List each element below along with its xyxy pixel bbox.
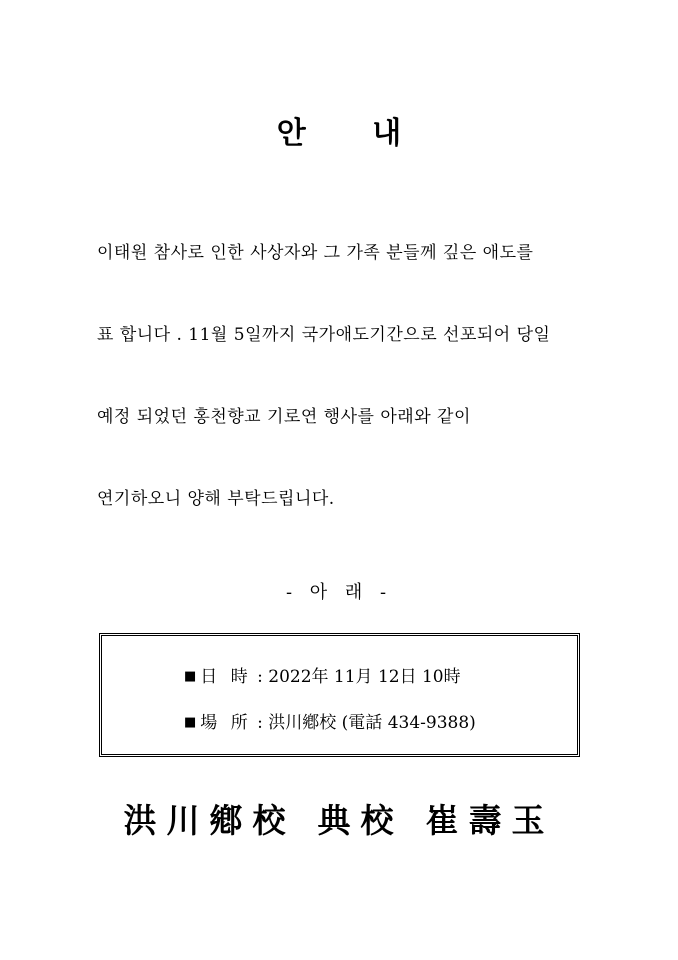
notice-line-3: 예정 되었던 홍천향교 기로연 행사를 아래와 같이 xyxy=(97,407,471,427)
datetime-separator: : xyxy=(257,667,263,687)
signature-name: 崔壽玉 xyxy=(425,801,555,840)
details-box xyxy=(99,633,580,757)
notice-line-4: 연기하오니 양해 부탁드립니다. xyxy=(97,489,335,509)
notice-line-1: 이태원 참사로 인한 사상자와 그 가족 분들께 깊은 애도를 xyxy=(97,243,534,263)
signature-organization: 洪川鄕校 xyxy=(123,801,296,840)
below-heading: - 아 래 - xyxy=(285,582,393,603)
signature-line xyxy=(0,795,678,842)
notice-line-2: 표 합니다 . 11월 5일까지 국가애도기간으로 선포되어 당일 xyxy=(97,325,551,345)
datetime-label: 日 時 xyxy=(200,667,252,687)
page-title: 안 내 xyxy=(276,116,430,151)
place-separator: : xyxy=(257,713,263,733)
place-value: 洪川鄕校 (電話 434-9388) xyxy=(268,713,476,733)
datetime-row xyxy=(184,662,461,687)
signature-position: 典校 xyxy=(317,801,404,840)
bullet-square-icon: ■ xyxy=(184,669,197,684)
bullet-square-icon: ■ xyxy=(184,715,197,730)
place-label: 場 所 xyxy=(200,713,252,733)
datetime-value: 2022年 11月 12日 10時 xyxy=(268,667,461,687)
place-row xyxy=(184,708,476,733)
